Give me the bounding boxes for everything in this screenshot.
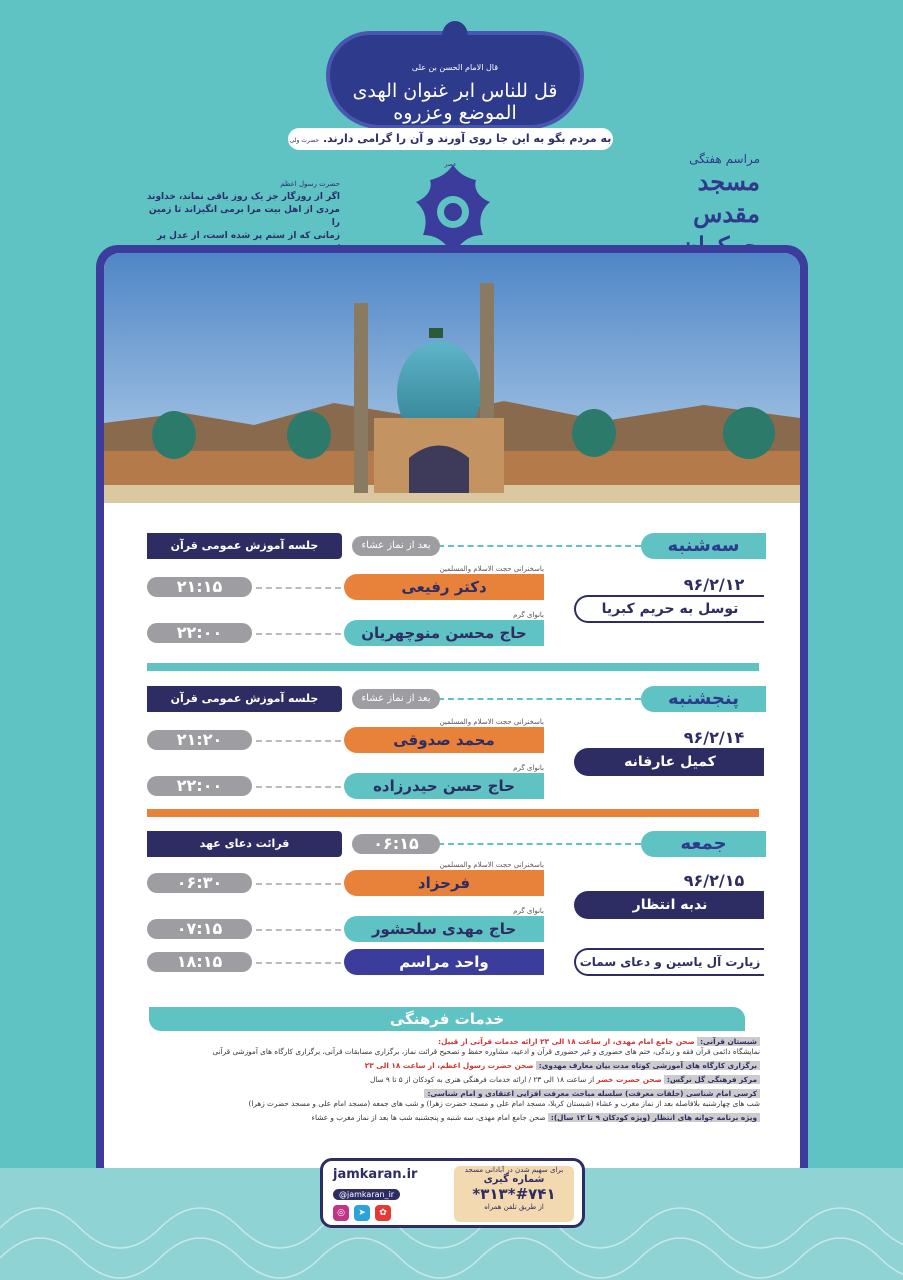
program-title: کمیل عارفانه [574,748,764,776]
divider-line [256,740,341,742]
speaker-time: ۲۱:۱۵ [147,577,252,597]
service-item: مرکز فرهنگی گل نرگس: صحن حضرت خضر از ساعت ۱۸ الی ۲۳ / ارائه خدمات فرهنگی هنری به کودکان از ۵ تا ۹ سال [152,1075,760,1085]
quran-session: قرائت دعای عهد [147,831,342,857]
singer-time: ۲۲:۰۰ [147,776,252,796]
services-title: خدمات فرهنگی [149,1007,745,1031]
service-item: برگزاری کارگاه های آموزشی کوتاه مدت بیان معارف مهدوی: صحن حضرت رسول اعظم، از ساعت ۱۸ الی ۲۳ [152,1061,760,1071]
social-block [333,1167,443,1221]
social-handle[interactable]: @jamkaran_ir [333,1189,400,1200]
website-link[interactable]: jamkaran.ir [333,1167,418,1182]
day-date: ۹۶/۲/۱۲ [683,575,745,594]
social-icons [333,1205,443,1221]
quote-line: اگر از روزگار جز یک روز باقی نماند، خداوند [146,192,340,202]
speaker-caption: باسخنرانی حجت الاسلام والمسلمین [439,565,544,573]
singer-name: حاج مهدی سلحشور [344,916,544,942]
header-banner [330,35,580,125]
singer-name: حاج محسن منوچهریان [344,620,544,646]
singer-caption: بانوای گرم [513,611,544,619]
donation-block [454,1166,574,1222]
quran-session: جلسه آموزش عمومی قرآن [147,686,342,712]
contact-box [320,1158,585,1228]
speaker-name: دکتر رفیعی [344,574,544,600]
banner-small-text: قال الامام الحسن بن علی [411,63,499,72]
quran-session: جلسه آموزش عمومی قرآن [147,533,342,559]
quote-source: حضرت رسول اعظم [280,180,340,188]
singer-name: حاج حسن حیدرزاده [344,773,544,799]
donation-code[interactable]: #۷۴۱*۳۱۳* [472,1185,556,1203]
program-card-inner [104,253,800,1182]
singer-caption: بانوای گرم [513,764,544,772]
quote-line: مردی از اهل بیت مرا برمی انگیزاند تا زمین را [148,205,340,228]
quran-time: بعد از نماز عشاء [352,536,440,556]
singer-time: ۲۲:۰۰ [147,623,252,643]
divider-line [256,962,341,964]
day-header-friday: جمعه [641,831,766,857]
banner-main-text: قل للناس ابر غنوان الهدی الموضع وعزروه [352,80,558,124]
instagram-icon[interactable]: ◎ [333,1205,349,1221]
divider-line [256,633,341,635]
quote-line: زمانی که از ستم پر شده است، از عدل پر [157,231,340,241]
service-item: ویژه برنامه جوانه های انتظار (ویژه کودکان ۹ تا ۱۲ سال): صحن جامع امام مهدی، سه شنبه و پنجشنبه شب ها بعد از نماز مغرب و عشاء [152,1113,760,1123]
program-title: ندبه انتظار [574,891,764,919]
service-item: شبستان قرآنی: صحن جامع امام مهدی، از ساعت ۱۸ الی ۲۳ ارائه خدمات قرآنی از قبیل: نمایشگاه دائمی قرآن فقه و زندگی، ختم های حضوری و غیر حضوری قرآن و ادعیه، مشاوره حفظ و تصحیح قرائت نماز، برگزاری مسابقات قرآنی، برگزاری کارگاه های آموزشی قرآنی [212,1037,760,1056]
program-title: توسل به حریم کبریا [574,595,764,623]
telegram-icon[interactable]: ➤ [354,1205,370,1221]
ceremony-label: مراسم هفتگی [689,152,760,166]
quran-time: بعد از نماز عشاء [352,689,440,709]
donation-line: برای سهیم شدن در آبادانی مسجد [464,1166,564,1174]
day-header-tuesday: سه‌شنبه [641,533,766,559]
speaker-name: محمد صدوقی [344,727,544,753]
divider-line [256,929,341,931]
banner-dome-ornament [442,21,468,51]
extra-program: زیارت آل یاسین و دعای سمات [574,948,764,976]
divider-line [256,883,341,885]
section-separator-teal [147,663,759,671]
divider-line [256,587,341,589]
speaker-caption: باسخنرانی حجت الاسلام والمسلمین [439,861,544,869]
header-subtitle: به مردم بگو به این جا روی آورند و آن را گرامی دارند. حضرت ولی عصر [288,128,613,150]
singer-time: ۰۷:۱۵ [147,919,252,939]
donation-line: شماره گیری [483,1174,545,1185]
mosque-name: مسجد مقدس [693,167,760,228]
extra-time: ۱۸:۱۵ [147,952,252,972]
section-separator-orange [147,809,759,817]
speaker-time: ۲۱:۲۰ [147,730,252,750]
subtitle-source: حضرت ولی عصر [289,137,457,168]
quran-time: ۰۶:۱۵ [352,834,440,854]
day-date: ۹۶/۲/۱۴ [683,728,745,747]
service-item: کرسی امام شناسی (حلقات معرفت) سلسله مباحث معرفت افزایی اعتقادی و امام شناسی: شب های چهارشنبه بلافاصله بعد از نماز مغرب و عشاء (شبستان کربلا، مسجد امام علی و مسجد حضرت زهرا) و شب های جمعه (مسجد امام علی و مسجد حضرت زهرا) [248,1089,760,1108]
extra-name: واحد مراسم [344,949,544,975]
speaker-name: فرحزاد [344,870,544,896]
program-card [96,245,808,1190]
donation-line: از طریق تلفن همراه [484,1203,544,1211]
mosque-photo [104,253,800,503]
speaker-time: ۰۶:۳۰ [147,873,252,893]
divider-line [256,786,341,788]
app-icon[interactable]: ✿ [375,1205,391,1221]
day-header-thursday: پنجشنبه [641,686,766,712]
speaker-caption: باسخنرانی حجت الاسلام والمسلمین [439,718,544,726]
day-date: ۹۶/۲/۱۵ [683,871,745,890]
singer-caption: بانوای گرم [513,907,544,915]
